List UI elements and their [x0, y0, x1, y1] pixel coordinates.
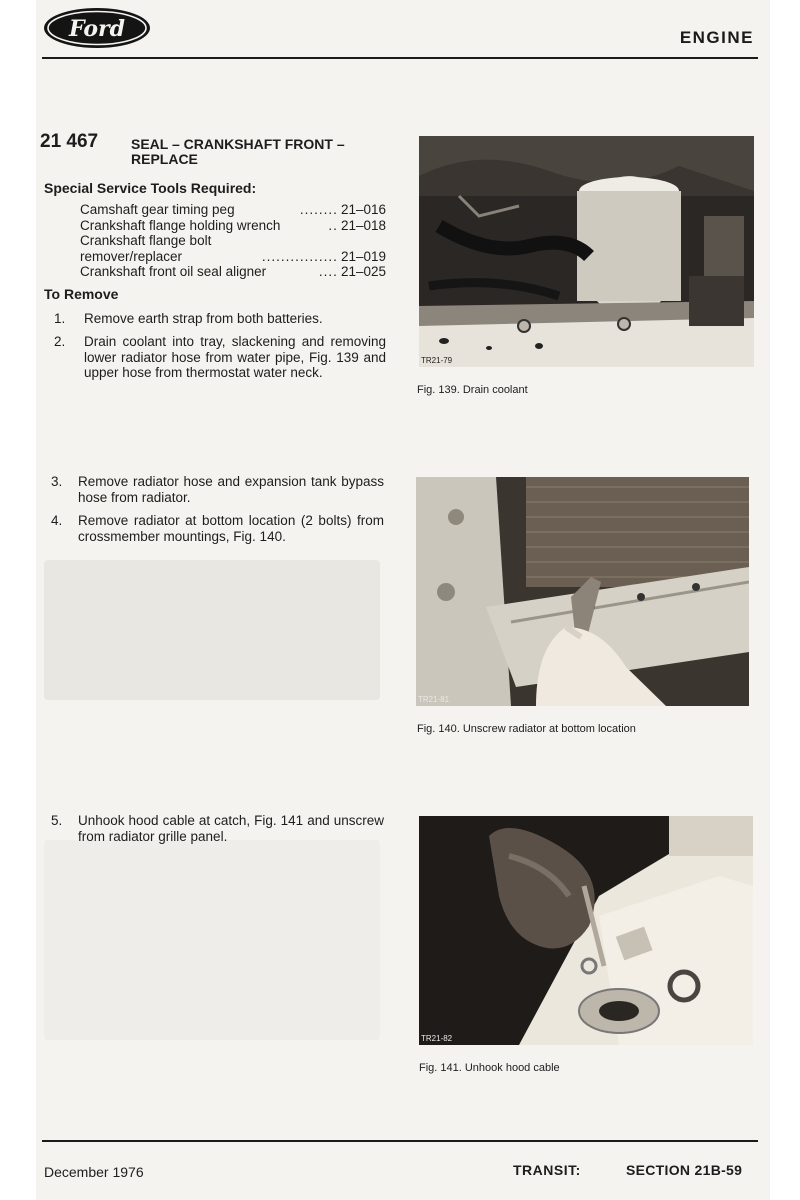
step-number: 2. [54, 334, 66, 349]
tool-name: remover/replacer [80, 248, 183, 264]
figure-tag: TR21-82 [421, 1034, 453, 1043]
tool-row [80, 202, 386, 218]
page-left-margin [0, 0, 36, 1200]
figure-141-photo [419, 816, 753, 1045]
tool-leader-dots: .. [328, 217, 338, 233]
tool-row [80, 233, 386, 249]
engine-bay-photo [419, 136, 754, 367]
figure-140-caption: Fig. 140. Unscrew radiator at bottom location [417, 723, 636, 735]
footer-section: SECTION 21B-59 [626, 1162, 743, 1178]
header-rule [42, 57, 758, 59]
step-text: Remove earth strap from both batteries. [84, 311, 323, 326]
footer-rule [42, 1140, 758, 1142]
tool-row [80, 218, 386, 234]
step-item [51, 474, 384, 505]
show-through-shadow [44, 560, 380, 700]
tool-code: 21–025 [340, 264, 386, 279]
tools-list [80, 202, 386, 280]
tool-code: 21–018 [340, 217, 386, 233]
show-through-shadow [44, 840, 380, 1040]
tool-name: Crankshaft flange bolt [80, 233, 212, 248]
tool-name: Crankshaft front oil seal aligner [80, 264, 267, 279]
step-item [54, 334, 386, 381]
tools-heading: Special Service Tools Required: [44, 180, 257, 196]
step-number: 4. [51, 513, 63, 528]
tool-leader-dots: ........ [299, 202, 338, 217]
tool-code: 21–019 [340, 248, 386, 264]
section-title: ENGINE [679, 28, 754, 47]
step-number: 3. [51, 474, 63, 489]
operation-number: 21 467 [40, 131, 99, 152]
figure-tag: TR21-79 [421, 356, 453, 365]
figure-139-photo [419, 136, 754, 367]
figure-139-caption: Fig. 139. Drain coolant [417, 384, 528, 396]
tool-leader-dots: ................ [261, 248, 338, 264]
step-text: Remove radiator hose and expansion tank bypass hose from radiator. [78, 474, 384, 505]
figure-141-caption: Fig. 141. Unhook hood cable [419, 1062, 560, 1074]
step-text: Remove radiator at bottom location (2 bolts) from crossmember mountings, Fig. 140. [78, 513, 384, 544]
step-item [54, 311, 386, 327]
tool-name: Crankshaft flange holding wrench [80, 217, 281, 233]
step-text: Drain coolant into tray, slackening and removing lower radiator hose from water pipe, Fig. 139 and upper hose from thermostat water neck. [84, 334, 386, 380]
tool-row [80, 249, 386, 265]
footer-model: TRANSIT: [513, 1162, 581, 1178]
tool-row [80, 264, 386, 280]
ford-logo-text: Ford [68, 16, 126, 42]
tool-leader-dots [214, 233, 383, 249]
footer-date: December 1976 [44, 1164, 144, 1180]
step-text: Unhook hood cable at catch, Fig. 141 and unscrew from radiator grille panel. [78, 813, 384, 844]
step-item [51, 513, 384, 544]
figure-tag: TR21-81 [418, 695, 450, 704]
ford-logo [42, 6, 152, 50]
step-item [51, 813, 384, 844]
step-number: 5. [51, 813, 63, 828]
step-number: 1. [54, 311, 66, 326]
to-remove-heading: To Remove [44, 286, 119, 302]
operation-title: SEAL – CRANKSHAFT FRONT – REPLACE [131, 136, 345, 167]
page-right-margin [770, 0, 800, 1200]
tool-code: 21–016 [340, 202, 386, 217]
figure-140-photo [416, 477, 749, 706]
radiator-photo [416, 477, 749, 706]
hood-catch-photo [419, 816, 753, 1045]
tool-name: Camshaft gear timing peg [80, 202, 235, 217]
tool-leader-dots: .... [318, 264, 338, 279]
